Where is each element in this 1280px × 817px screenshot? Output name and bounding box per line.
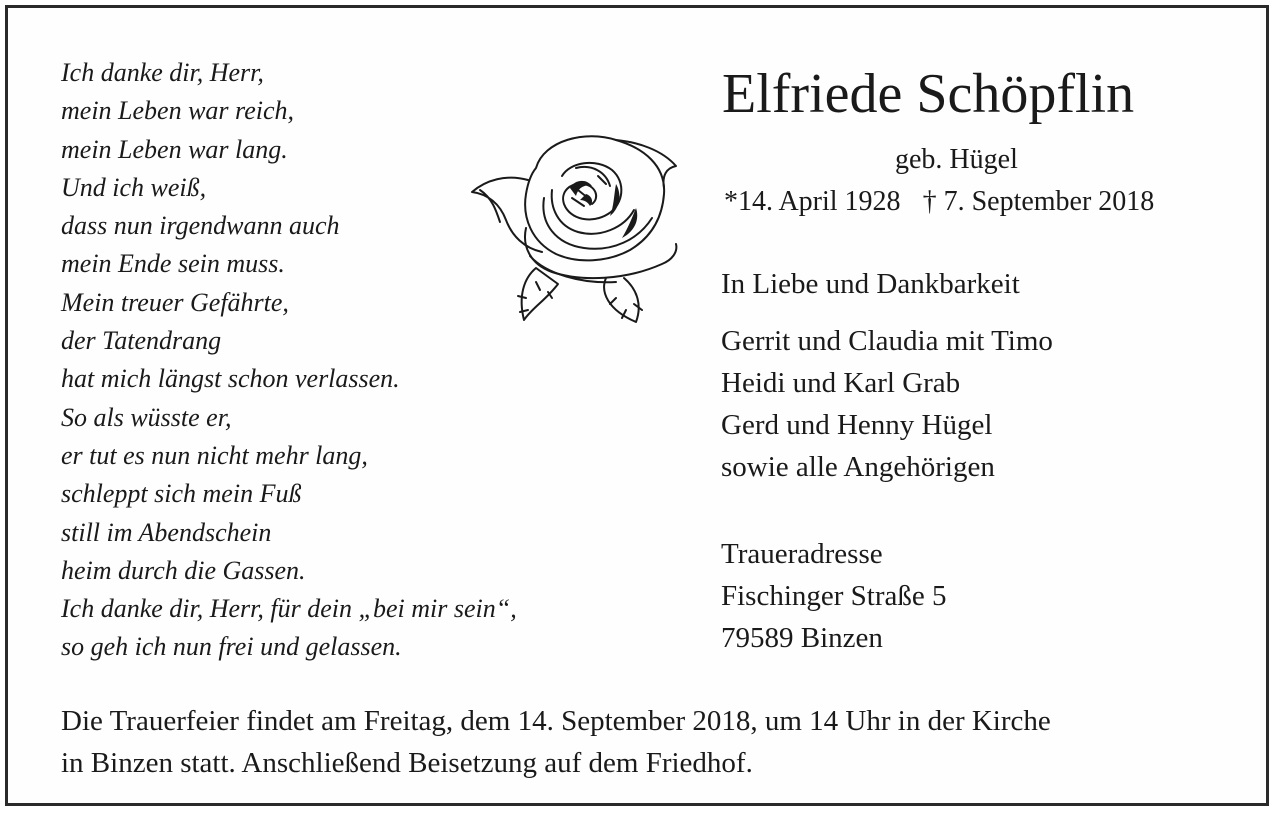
- poem-line: dass nun irgendwann auch: [61, 211, 340, 241]
- mourner-line: Gerd und Henny Hügel: [721, 409, 993, 441]
- poem-line: der Tatendrang: [61, 326, 222, 356]
- mourners-intro: In Liebe und Dankbarkeit: [721, 268, 1020, 300]
- mourner-line: Heidi und Karl Grab: [721, 367, 961, 399]
- poem-line: Ich danke dir, Herr,: [61, 58, 264, 87]
- life-dates: [724, 184, 1154, 220]
- poem-line: heim durch die Gassen.: [61, 555, 306, 585]
- poem-line: Ich danke dir, Herr, für dein „bei mir sein“,: [61, 594, 517, 624]
- poem-line: er tut es nun nicht mehr lang,: [61, 440, 368, 470]
- poem-line: Und ich weiß,: [61, 172, 207, 202]
- poem-line: mein Leben war reich,: [61, 96, 294, 126]
- mourners-list: [721, 320, 1053, 488]
- service-line: Die Trauerfeier findet am Freitag, dem 14. September 2018, um 14 Uhr in der Kirche: [61, 705, 1051, 737]
- birth-date: *14. April 1928: [724, 186, 901, 217]
- deceased-name: Elfriede Schöpflin: [722, 63, 1135, 125]
- poem-line: hat mich längst schon verlassen.: [61, 364, 400, 394]
- address-street: Fischinger Straße 5: [721, 580, 947, 612]
- service-line: in Binzen statt. Anschließend Beisetzung auf dem Friedhof.: [61, 747, 753, 779]
- poem-line: Mein treuer Gefährte,: [61, 287, 289, 317]
- obituary-frame: [5, 5, 1269, 806]
- poem-line: still im Abendschein: [61, 517, 272, 547]
- poem-line: mein Leben war lang.: [61, 134, 288, 164]
- address-label: Traueradresse: [721, 538, 883, 570]
- maiden-name: geb. Hügel: [895, 144, 1018, 175]
- service-announcement: [61, 700, 1051, 784]
- mourner-line: Gerrit und Claudia mit Timo: [721, 325, 1053, 357]
- poem-line: schleppt sich mein Fuß: [61, 479, 302, 509]
- mourner-line: sowie alle Angehörigen: [721, 451, 995, 483]
- death-date: † 7. September 2018: [922, 186, 1155, 217]
- poem-line: so geh ich nun frei und gelassen.: [61, 632, 402, 662]
- mourning-address: [721, 533, 947, 659]
- rose-icon: [466, 128, 684, 333]
- poem-line: So als wüsste er,: [61, 402, 232, 432]
- address-city: 79589 Binzen: [721, 622, 883, 654]
- poem-line: mein Ende sein muss.: [61, 249, 285, 279]
